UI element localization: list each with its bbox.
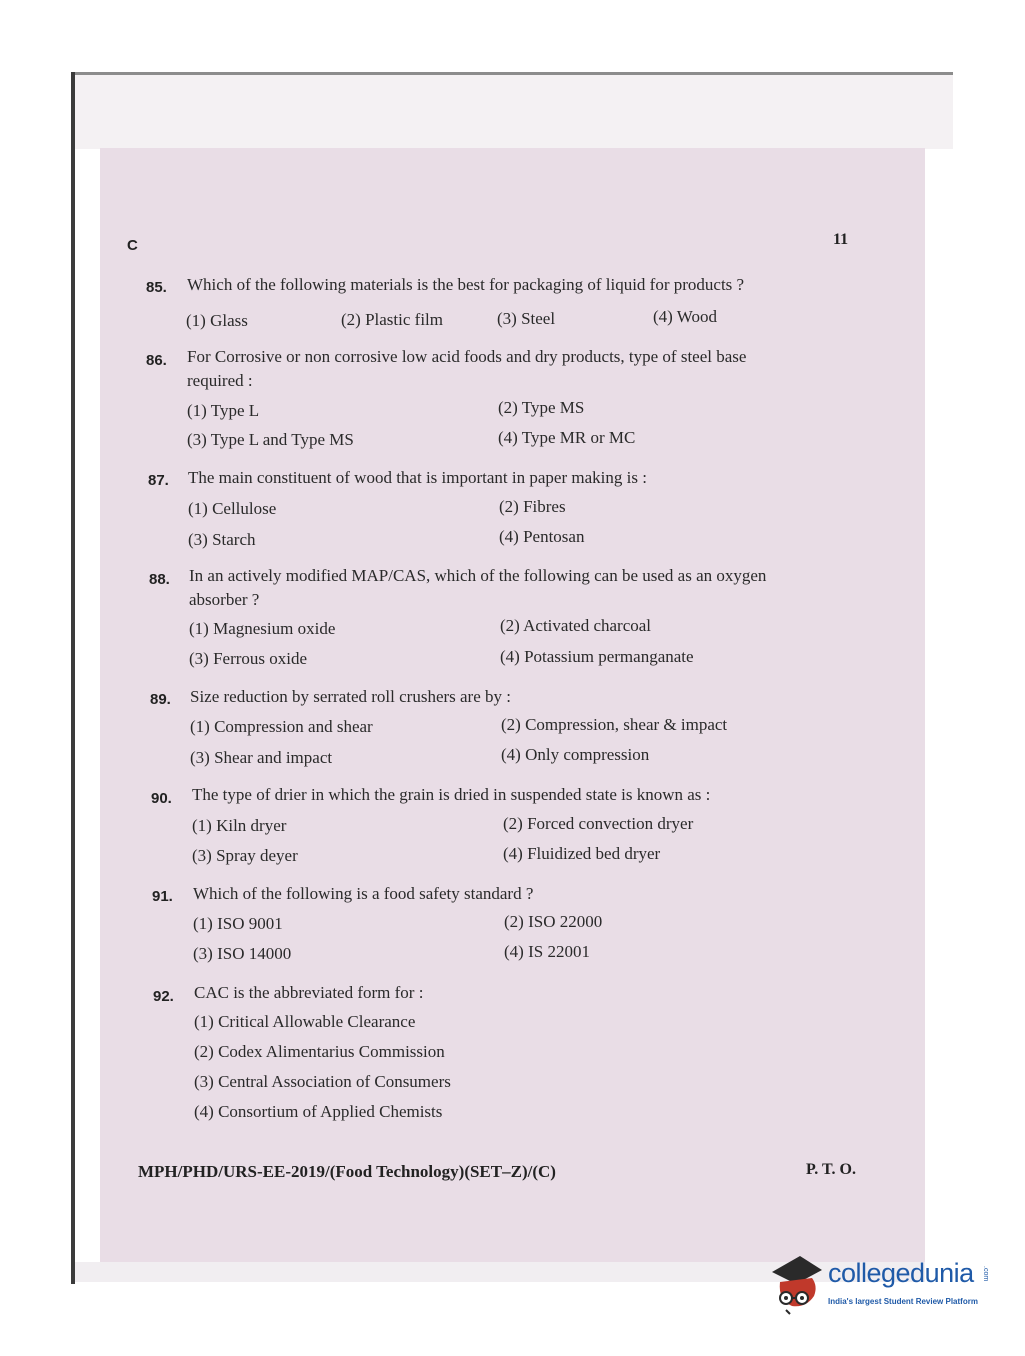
question-91-option-4: (4) IS 22001	[504, 942, 590, 961]
paper-code: MPH/PHD/URS-EE-2019/(Food Technology)(SET–Z)/(C)	[138, 1162, 556, 1181]
question-85-option-1: (1) Glass	[186, 311, 248, 330]
question-88-option-3: (3) Ferrous oxide	[189, 649, 308, 668]
question-88-option-4: (4) Potassium permanganate	[500, 647, 694, 666]
question-89-option-3: (3) Shear and impact	[190, 748, 333, 767]
question-87-text: The main constituent of wood that is important in paper making is :	[188, 468, 647, 487]
question-90-number: 90.	[151, 790, 172, 807]
question-92-option-2: (2) Codex Alimentarius Commission	[194, 1042, 445, 1061]
collegedunia-brand: collegedunia	[828, 1258, 974, 1288]
question-85-option-2: (2) Plastic film	[341, 310, 443, 329]
question-91-option-1: (1) ISO 9001	[193, 914, 283, 933]
question-92-number: 92.	[153, 988, 174, 1005]
question-86-option-3: (3) Type L and Type MS	[187, 430, 354, 449]
question-87-option-1: (1) Cellulose	[188, 499, 277, 518]
question-87-option-3: (3) Starch	[188, 530, 256, 549]
set-letter: C	[127, 237, 138, 254]
page-number: 11	[833, 231, 849, 248]
question-86-text-line-2: required :	[187, 371, 253, 390]
question-86-text-line-1: For Corrosive or non corrosive low acid foods and dry products, type of steel base	[187, 347, 747, 366]
question-88-option-1: (1) Magnesium oxide	[189, 619, 336, 638]
question-91-text: Which of the following is a food safety standard ?	[193, 884, 534, 903]
please-turn-over: P. T. O.	[806, 1161, 856, 1178]
question-88-number: 88.	[149, 571, 170, 588]
question-91-option-3: (3) ISO 14000	[193, 944, 292, 963]
question-90-option-1: (1) Kiln dryer	[192, 816, 287, 835]
question-87-number: 87.	[148, 472, 169, 489]
question-90-option-3: (3) Spray deyer	[192, 846, 298, 865]
question-89-option-1: (1) Compression and shear	[190, 717, 373, 736]
question-92-text: CAC is the abbreviated form for :	[194, 983, 424, 1002]
question-88-text-line-1: In an actively modified MAP/CAS, which of the following can be used as an oxygen	[189, 566, 767, 585]
question-89-option-4: (4) Only compression	[501, 745, 650, 764]
question-86-option-2: (2) Type MS	[498, 398, 585, 417]
question-91-number: 91.	[152, 888, 173, 905]
question-88-option-2: (2) Activated charcoal	[500, 616, 652, 635]
question-85-text: Which of the following materials is the best for packaging of liquid for products ?	[187, 275, 745, 294]
question-90-text: The type of drier in which the grain is dried in suspended state is known as :	[192, 785, 711, 804]
question-92-option-3: (3) Central Association of Consumers	[194, 1072, 451, 1091]
collegedunia-tagline: India's largest Student Review Platform	[828, 1297, 978, 1306]
question-89-option-2: (2) Compression, shear & impact	[501, 715, 728, 734]
question-92-option-4: (4) Consortium of Applied Chemists	[194, 1102, 443, 1121]
question-86-option-1: (1) Type L	[187, 401, 260, 420]
question-85-number: 85.	[146, 279, 167, 296]
question-86-option-4: (4) Type MR or MC	[498, 428, 636, 447]
question-89-text: Size reduction by serrated roll crushers are by :	[190, 687, 511, 706]
question-90-option-2: (2) Forced convection dryer	[503, 814, 694, 833]
collegedunia-com: .com	[982, 1266, 989, 1282]
question-89-number: 89.	[150, 691, 171, 708]
question-85-option-4: (4) Wood	[653, 307, 717, 326]
question-88-text-line-2: absorber ?	[189, 590, 260, 609]
question-87-option-2: (2) Fibres	[499, 497, 566, 516]
question-90-option-4: (4) Fluidized bed dryer	[503, 844, 661, 863]
question-85-option-3: (3) Steel	[497, 309, 556, 328]
question-87-option-4: (4) Pentosan	[499, 527, 585, 546]
question-91-option-2: (2) ISO 22000	[504, 912, 603, 931]
question-86-number: 86.	[146, 352, 167, 369]
question-92-option-1: (1) Critical Allowable Clearance	[194, 1012, 416, 1031]
scan-edge-left	[71, 72, 75, 1284]
paper-top-margin	[75, 75, 953, 149]
